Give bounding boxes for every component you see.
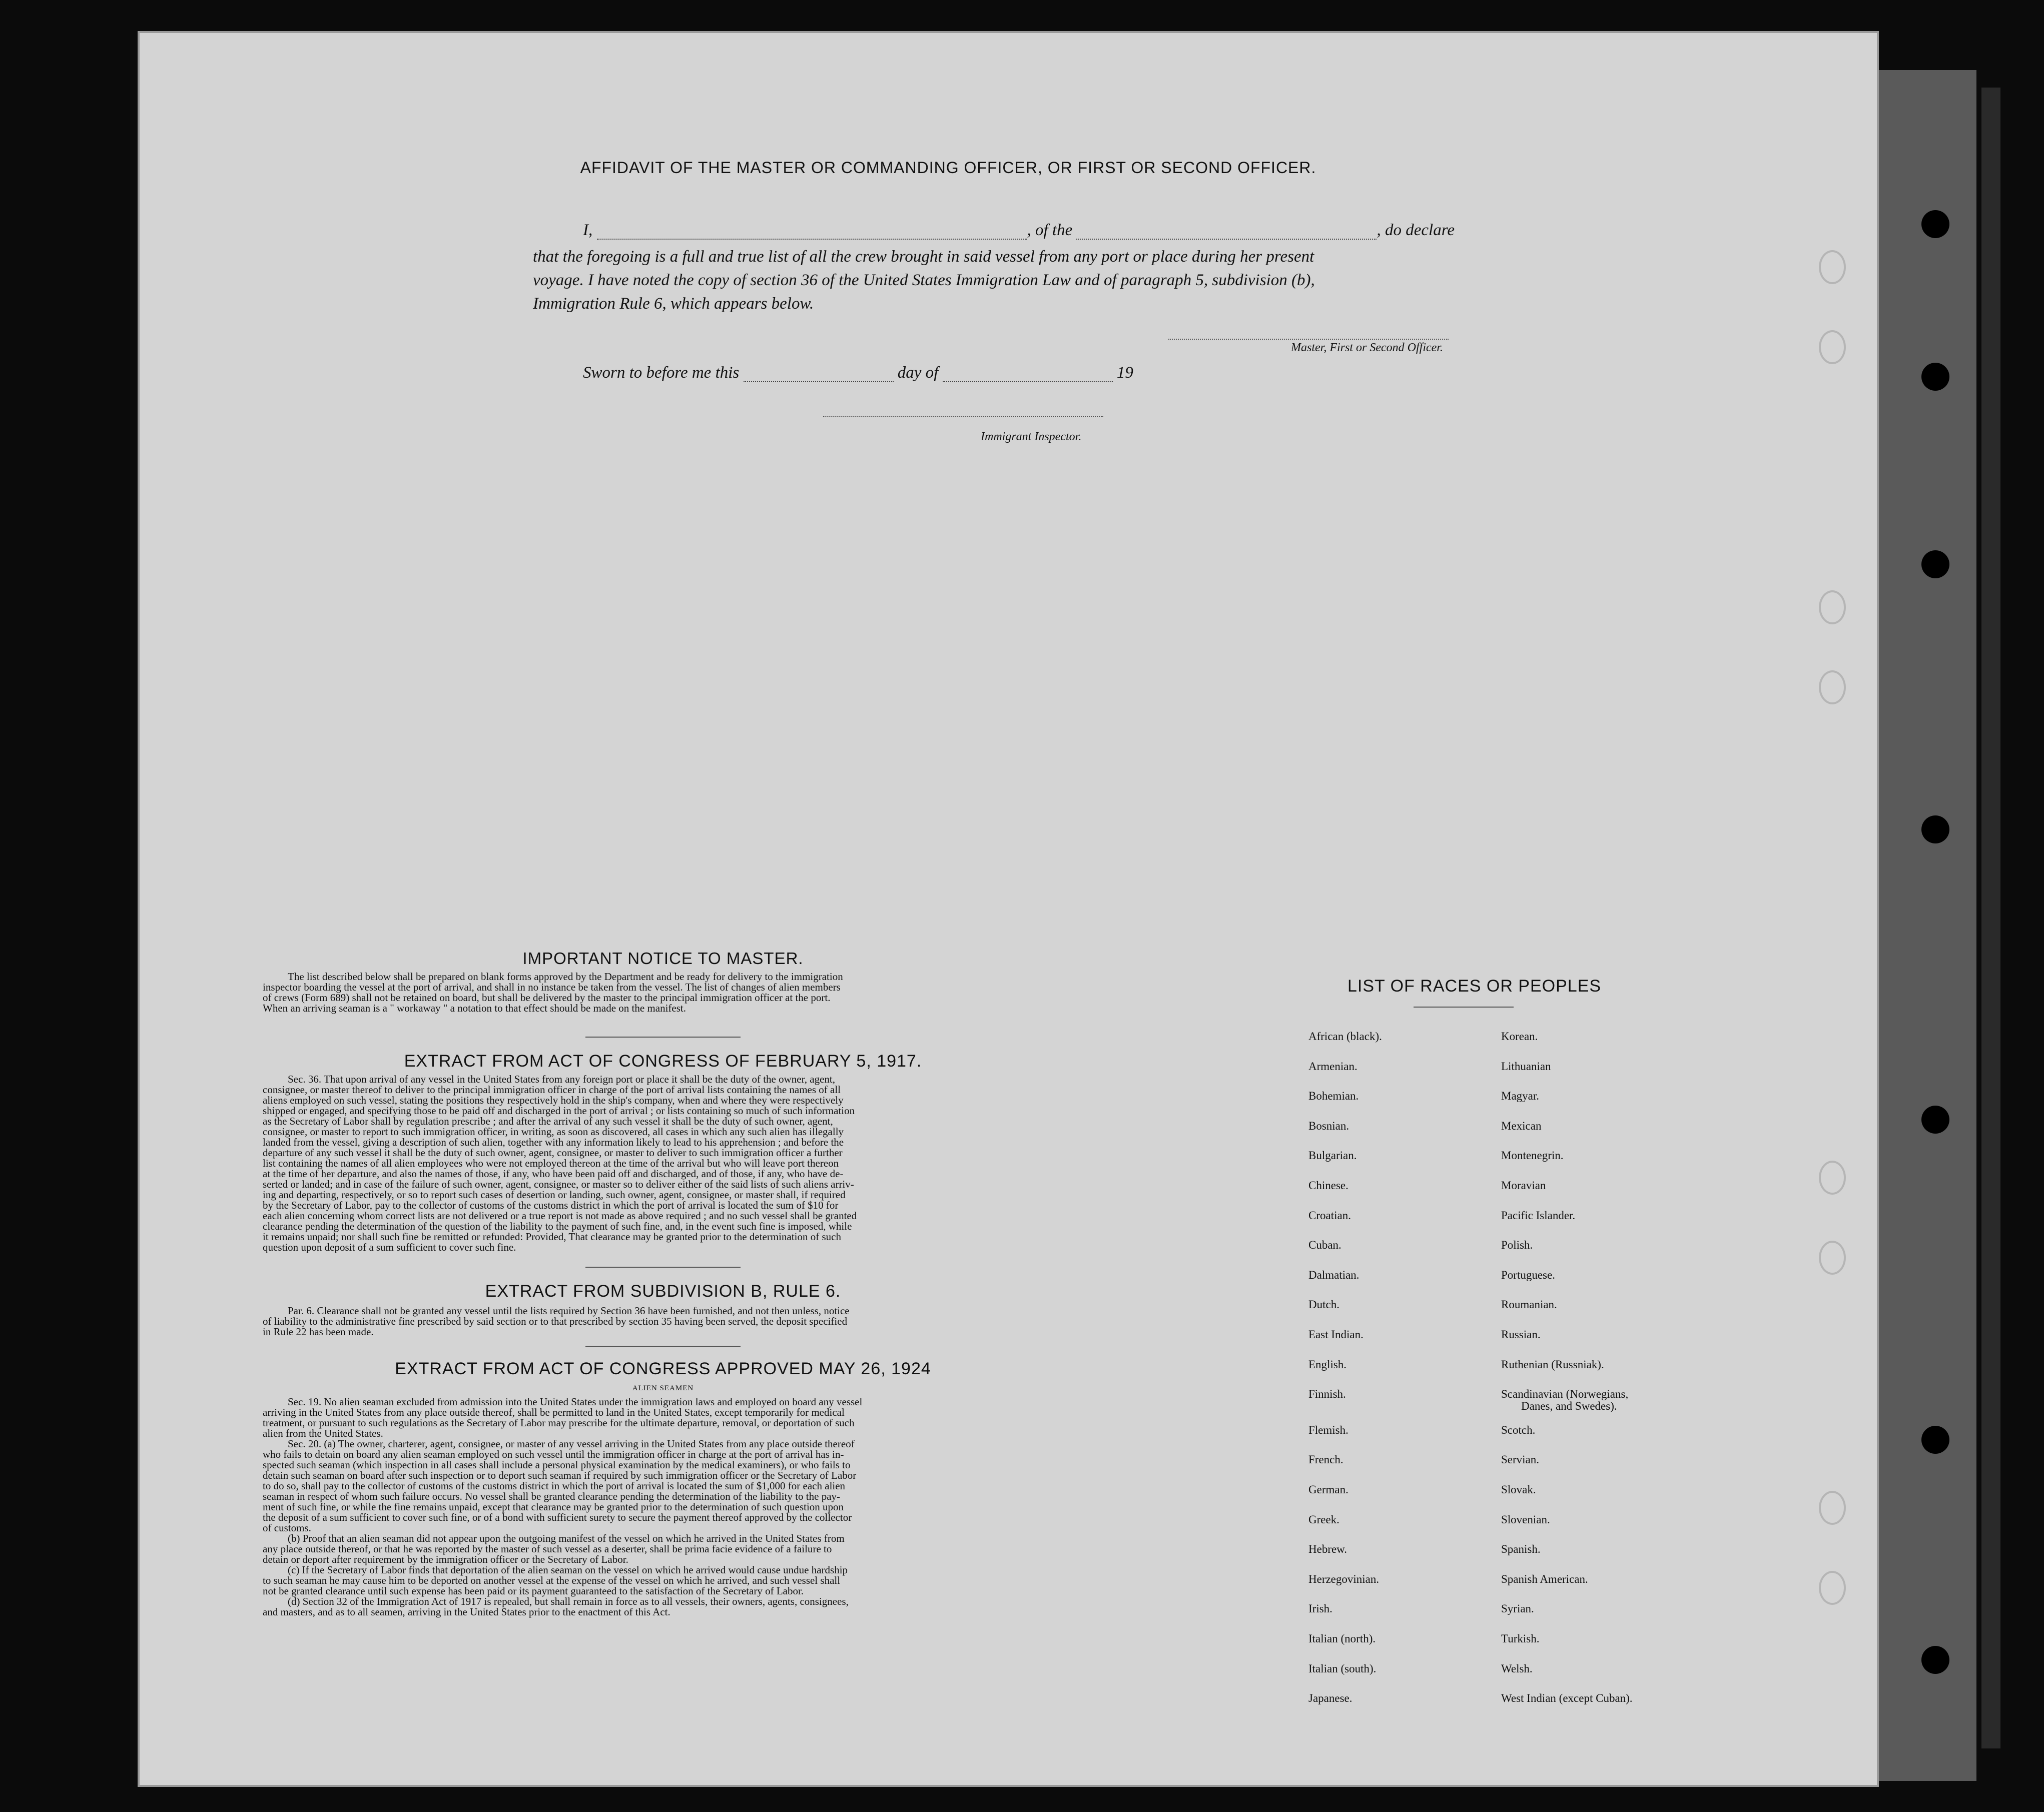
extract-1924-line: alien from the United States. [263, 1427, 383, 1439]
extract-1924-line: any place outside thereof, or that he was reported by the master of such vessel as a deserter, shall be prima facie evidence of a failure to [263, 1543, 832, 1555]
race-item: Greek. [1308, 1513, 1339, 1526]
master-signature-line [1168, 339, 1449, 340]
race-item: Scotch. [1501, 1424, 1536, 1436]
race-item: German. [1308, 1483, 1348, 1496]
divider [1414, 1007, 1514, 1008]
race-item: Servian. [1501, 1453, 1540, 1466]
race-item: Hebrew. [1308, 1543, 1347, 1555]
extract-1917-line: landed from the vessel, giving a description of such alien, together with any information likely to lead to his apprehension ; and before the [263, 1136, 844, 1148]
extract-1924-line: Sec. 19. No alien seaman excluded from admission into the United States under the immigration laws and employed on board any vessel [288, 1396, 863, 1408]
races-title: LIST OF RACES OR PEOPLES [1347, 977, 1602, 996]
extract-1917-line: list containing the names of all alien employees who were not employed thereon at the time of the arrival but who will leave port thereon [263, 1157, 839, 1169]
race-item: Welsh. [1501, 1662, 1533, 1675]
binding-tab [1981, 88, 2000, 1748]
extract-1917-title: EXTRACT FROM ACT OF CONGRESS OF FEBRUARY 5, 1917. [404, 1052, 922, 1071]
extract-1924-line: treatment, or pursuant to such regulations as the Secretary of Labor may prescribe for the ultimate departure, removal, or deportation of such [263, 1417, 855, 1429]
divider [585, 1037, 741, 1038]
extract-rule6-line: in Rule 22 has been made. [263, 1326, 374, 1338]
divider [585, 1346, 741, 1347]
punch-hole [1921, 550, 1949, 578]
extract-1917-line: clearance pending the determination of the question of the liability to the payment of such fine, and, in the event such fine is imposed, while [263, 1220, 852, 1232]
extract-1917-line: it remains unpaid; nor shall such fine be remitted or refunded: Provided, That clearance may be granted prior to the determination of such [263, 1231, 841, 1243]
affidavit-body-line: that the foregoing is a full and true list of all the crew brought in said vessel from any port or place during her present [533, 248, 1314, 266]
ring-reinforcement [1819, 250, 1846, 284]
extract-1924-line: and masters, and as to all seamen, arriving in the United States prior to the enactment of this Act. [263, 1606, 670, 1618]
race-item: Slovak. [1501, 1483, 1536, 1496]
vessel-blank [1076, 224, 1377, 240]
extract-1917-line: consignee, or master to report to such immigration officer, in writing, as soon as discovered, all cases in which any such alien has illegally [263, 1126, 844, 1138]
notice-line: The list described below shall be prepared on blank forms approved by the Department and be ready for delivery to the immigration [288, 971, 843, 983]
race-item: Japanese. [1308, 1692, 1352, 1704]
year-text: 19 [1116, 364, 1133, 382]
race-item: Chinese. [1308, 1179, 1348, 1192]
race-item: Spanish. [1501, 1543, 1541, 1555]
affidavit-body-line: voyage. I have noted the copy of section 36 of the United States Immigration Law and of paragraph 5, subdivision (b), [533, 271, 1315, 289]
extract-1924-text [263, 1397, 1063, 1617]
sworn-text: Sworn to before me this [583, 364, 740, 382]
underlying-page-edge [1871, 70, 1976, 1781]
sworn-line [583, 364, 1133, 382]
race-item: Slovenian. [1501, 1513, 1550, 1526]
extract-1924-line: detain or deport after requirement by the immigration officer or the Secretary of Labor. [263, 1553, 628, 1565]
extract-1924-line: ment of such fine, or while the fine remains unpaid, except that clearance may be granted prior to the determination of such question upon [263, 1501, 844, 1513]
race-item: Dalmatian. [1308, 1269, 1359, 1281]
race-item: East Indian. [1308, 1328, 1364, 1341]
extract-1917-line: departure of any such vessel it shall be the duty of such owner, agent, consignee, or master to deliver to such immigration officer a further [263, 1147, 843, 1159]
extract-1924-line: of customs. [263, 1522, 311, 1534]
race-item: Cuban. [1308, 1239, 1341, 1251]
ring-reinforcement [1819, 670, 1846, 704]
declaration-of-the: , of the [1027, 221, 1073, 239]
affidavit-title: AFFIDAVIT OF THE MASTER OR COMMANDING OFFICER, OR FIRST OR SECOND OFFICER. [580, 159, 1316, 177]
race-item: Flemish. [1308, 1424, 1348, 1436]
extract-1924-line: arriving in the United States from any place outside thereof, shall be permitted to land in the United States, except temporarily for medical [263, 1406, 845, 1418]
extract-1917-line: at the time of her departure, and also the names of those, if any, who have been paid off and discharged, and of those, if any, who have de- [263, 1168, 844, 1180]
extract-1924-line: (c) If the Secretary of Labor finds that deportation of the alien seaman on the vessel on which he arrived would cause undue hardship [288, 1564, 848, 1576]
punch-hole [1921, 210, 1949, 238]
ring-reinforcement [1819, 590, 1846, 624]
master-signature-caption: Master, First or Second Officer. [1291, 341, 1443, 354]
extract-1924-line: (b) Proof that an alien seaman did not appear upon the outgoing manifest of the vessel on which he arrived in the United States from [288, 1532, 845, 1544]
punch-hole [1921, 1646, 1949, 1674]
day-blank [744, 368, 894, 382]
race-item: Danes, and Swedes). [1521, 1400, 1617, 1412]
extract-1924-line: detain such seaman on board after such inspection or to deport such seaman if required by such immigration officer or the Secretary of Labor [263, 1469, 857, 1481]
extract-1924-line: spected such seaman (which inspection in all cases shall include a personal physical examination by the medical examiners), or who fails to [263, 1459, 851, 1471]
month-blank [943, 368, 1113, 382]
declaration-i: I, [583, 221, 593, 239]
extract-1917-line: consignee, or master thereof to deliver to the principal immigration officer in charge of the port of arrival lists containing the names of all [263, 1084, 841, 1096]
extract-1917-text [263, 1074, 1063, 1253]
race-item: African (black). [1308, 1030, 1382, 1043]
race-item: Armenian. [1308, 1060, 1357, 1073]
extract-1917-line: shipped or engaged, and specifying those to be paid off and discharged in the port of arrival ; or lists containing so much of such information [263, 1105, 855, 1117]
extract-1924-line: Sec. 20. (a) The owner, charterer, agent, consignee, or master of any vessel arriving in the United States from any place outside thereof [288, 1438, 855, 1450]
extract-rule6-text [263, 1306, 1063, 1337]
extract-rule6-line: Par. 6. Clearance shall not be granted any vessel until the lists required by Section 36 have been furnished, and not then unless, notice [288, 1305, 850, 1317]
extract-1924-line: who fails to detain on board any alien seaman employed on such vessel until the immigration officer in charge at the port of arrival has in- [263, 1448, 844, 1460]
extract-1924-subtitle: ALIEN SEAMEN [632, 1384, 694, 1392]
extract-1917-line: as the Secretary of Labor shall by regulation prescribe ; and after the arrival of any such vessel it shall be the duty of such owner, agent, [263, 1115, 833, 1127]
race-item: Polish. [1501, 1239, 1533, 1251]
ring-reinforcement [1819, 1491, 1846, 1525]
race-item: Finnish. [1308, 1388, 1346, 1400]
race-item: Montenegrin. [1501, 1149, 1564, 1162]
race-item: Spanish American. [1501, 1573, 1588, 1585]
notice-line: inspector boarding the vessel at the port of arrival, and shall in no instance be taken from the vessel. The list of changes of alien members [263, 981, 841, 993]
extract-1924-line: to such seaman he may cause him to be deported on another vessel at the expense of the vessel on which he arrived, and such vessel shall [263, 1574, 841, 1586]
race-item: Bohemian. [1308, 1090, 1359, 1102]
extract-1924-title: EXTRACT FROM ACT OF CONGRESS APPROVED MAY 26, 1924 [395, 1359, 931, 1378]
extract-1917-line: ing and departing, respectively, or so to report such cases of desertion or landing, such owner, agent, consignee, or master shall, if required [263, 1189, 846, 1201]
race-item: French. [1308, 1453, 1343, 1466]
race-item: Korean. [1501, 1030, 1538, 1043]
race-item: Italian (south). [1308, 1662, 1377, 1675]
affidavit-body-line: Immigration Rule 6, which appears below. [533, 295, 814, 313]
race-item: Turkish. [1501, 1632, 1540, 1645]
race-item: Lithuanian [1501, 1060, 1551, 1073]
notice-line: of crews (Form 689) shall not be retained on board, but shall be delivered by the master to the principal immigration officer at the port. [263, 992, 831, 1004]
race-item: Moravian [1501, 1179, 1546, 1192]
ring-reinforcement [1819, 330, 1846, 364]
ring-reinforcement [1819, 1161, 1846, 1195]
extract-1917-line: Sec. 36. That upon arrival of any vessel in the United States from any foreign port or place it shall be the duty of the owner, agent, [288, 1073, 835, 1085]
notice-text [263, 972, 1063, 1014]
race-item: Ruthenian (Russniak). [1501, 1358, 1604, 1371]
race-item: Portuguese. [1501, 1269, 1555, 1281]
inspector-signature-caption: Immigrant Inspector. [981, 430, 1082, 443]
extract-rule6-title: EXTRACT FROM SUBDIVISION B, RULE 6. [485, 1282, 841, 1301]
extract-1924-line: the deposit of a sum sufficient to cover such fine, or of a bond with sufficient surety to secure the payment thereof approved by the collector [263, 1511, 852, 1523]
affidavit-declaration-line [583, 221, 1784, 240]
race-item: Scandinavian (Norwegians, [1501, 1388, 1629, 1400]
punch-hole [1921, 1426, 1949, 1454]
race-item: Mexican [1501, 1120, 1542, 1132]
extract-rule6-line: of liability to the administrative fine prescribed by said section or to that prescribed by section 35 having been served, the deposit specified [263, 1315, 848, 1327]
name-blank [597, 224, 1027, 240]
document-page [138, 31, 1879, 1787]
race-item: Magyar. [1501, 1090, 1540, 1102]
extract-1924-line: seaman in respect of whom such failure occurs. No vessel shall be granted clearance pending the determination of the liability to the pay- [263, 1490, 841, 1502]
race-item: Syrian. [1501, 1602, 1534, 1615]
affidavit-body [533, 245, 1734, 316]
extract-1917-line: serted or landed; and in case of the failure of such owner, agent, consignee, or master so to deliver either of the said lists of such aliens arriv- [263, 1178, 854, 1190]
extract-1917-line: by the Secretary of Labor, pay to the collector of customs of the customs district in which the port of arrival is located the sum of $10 for [263, 1199, 839, 1211]
extract-1917-line: question upon deposit of a sum sufficient to cover such fine. [263, 1241, 516, 1253]
ring-reinforcement [1819, 1241, 1846, 1275]
race-item: Bulgarian. [1308, 1149, 1357, 1162]
notice-line: When an arriving seaman is a " workaway " a notation to that effect should be made on the manifest. [263, 1002, 686, 1014]
race-item: Roumanian. [1501, 1298, 1557, 1311]
race-item: Pacific Islander. [1501, 1209, 1576, 1222]
punch-hole [1921, 815, 1949, 843]
extract-1917-line: each alien concerning whom correct lists are not delivered or a true report is not made as above required ; and no such vessel shall be granted [263, 1210, 857, 1222]
divider [585, 1267, 741, 1268]
extract-1924-line: (d) Section 32 of the Immigration Act of 1917 is repealed, but shall remain in force as to all vessels, their owners, agents, consignees, [288, 1595, 849, 1607]
punch-hole [1921, 1106, 1949, 1134]
extract-1924-line: to do so, shall pay to the collector of customs of the customs district in which the port of arrival is located the sum of $1,000 for each alien [263, 1480, 846, 1492]
race-item: Russian. [1501, 1328, 1541, 1341]
race-item: Herzegovinian. [1308, 1573, 1380, 1585]
extract-1924-line: not be granted clearance until such expense has been paid or its payment guaranteed to the satisfaction of the Secretary of Labor. [263, 1585, 804, 1597]
race-item: Irish. [1308, 1602, 1332, 1615]
race-item: Croatian. [1308, 1209, 1351, 1222]
race-item: Italian (north). [1308, 1632, 1376, 1645]
punch-hole [1921, 363, 1949, 391]
day-of-text: day of [897, 364, 939, 382]
ring-reinforcement [1819, 1571, 1846, 1605]
race-item: West Indian (except Cuban). [1501, 1692, 1633, 1704]
race-item: English. [1308, 1358, 1347, 1371]
race-item: Bosnian. [1308, 1120, 1349, 1132]
inspector-signature-line [823, 416, 1103, 417]
extract-1917-line: aliens employed on such vessel, stating the positions they respectively hold in the ship's company, when and where they were respectively [263, 1094, 844, 1106]
race-item: Dutch. [1308, 1298, 1339, 1311]
notice-title: IMPORTANT NOTICE TO MASTER. [522, 949, 804, 968]
declaration-do-declare: , do declare [1377, 221, 1455, 239]
